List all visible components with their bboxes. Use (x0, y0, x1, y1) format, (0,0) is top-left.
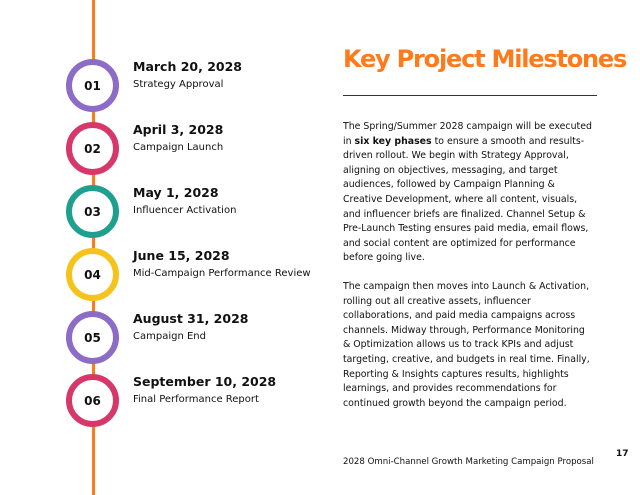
milestone-label: Final Performance Report (133, 394, 259, 405)
milestone-date: April 3, 2028 (133, 122, 224, 137)
milestone-date: August 31, 2028 (133, 311, 249, 326)
milestone-label: Campaign End (133, 331, 206, 342)
milestone-number-badge: 03 (66, 185, 119, 238)
page-number: 17 (616, 449, 629, 459)
intro-emphasis: six key phases (354, 135, 432, 147)
milestone-number-badge: 04 (66, 248, 119, 301)
milestone-date: June 15, 2028 (133, 248, 230, 263)
page-title: Key Project Milestones (343, 45, 627, 73)
second-paragraph: The campaign then moves into Launch & Activation, rolling out all creative assets, influencer collaborations, and paid media campaigns across channels. Midway through, Performance Monitoring & Optimization allows us to track KPIs and adjust targeting, creative, and budgets in real time. Finally, Reporting & Insights captures results, highlights learnings, and provides recommendations for continued growth beyond the campaign period. (343, 281, 590, 409)
milestone-date: September 10, 2028 (133, 374, 277, 389)
footer-document-title: 2028 Omni-Channel Growth Marketing Campaign Proposal (343, 457, 594, 467)
milestone-number-badge: 01 (66, 59, 119, 112)
milestone-number-badge: 06 (66, 374, 119, 427)
milestone-number-badge: 02 (66, 122, 119, 175)
milestone-label: Influencer Activation (133, 205, 237, 216)
intro-paragraph (343, 120, 593, 266)
intro-text-end: to ensure a smooth and results-driven rollout. We begin with Strategy Approval, aligning on objectives, messaging, and target audiences, followed by Campaign Planning & Creative Development, where all content, visuals, and influencer briefs are finalized. Channel Setup & Pre-Launch Testing ensures paid media, email flows, and social content are optimized for performance before going live. (343, 135, 589, 264)
milestone-number-badge: 05 (66, 311, 119, 364)
milestone-label: Strategy Approval (133, 79, 224, 90)
milestone-date: May 1, 2028 (133, 185, 219, 200)
title-divider (343, 95, 597, 96)
milestone-date: March 20, 2028 (133, 59, 242, 74)
intro-text-start: The Spring/Summer 2028 campaign will be executed in (343, 121, 592, 147)
milestone-label: Campaign Launch (133, 142, 224, 153)
milestone-label: Mid-Campaign Performance Review (133, 268, 311, 279)
